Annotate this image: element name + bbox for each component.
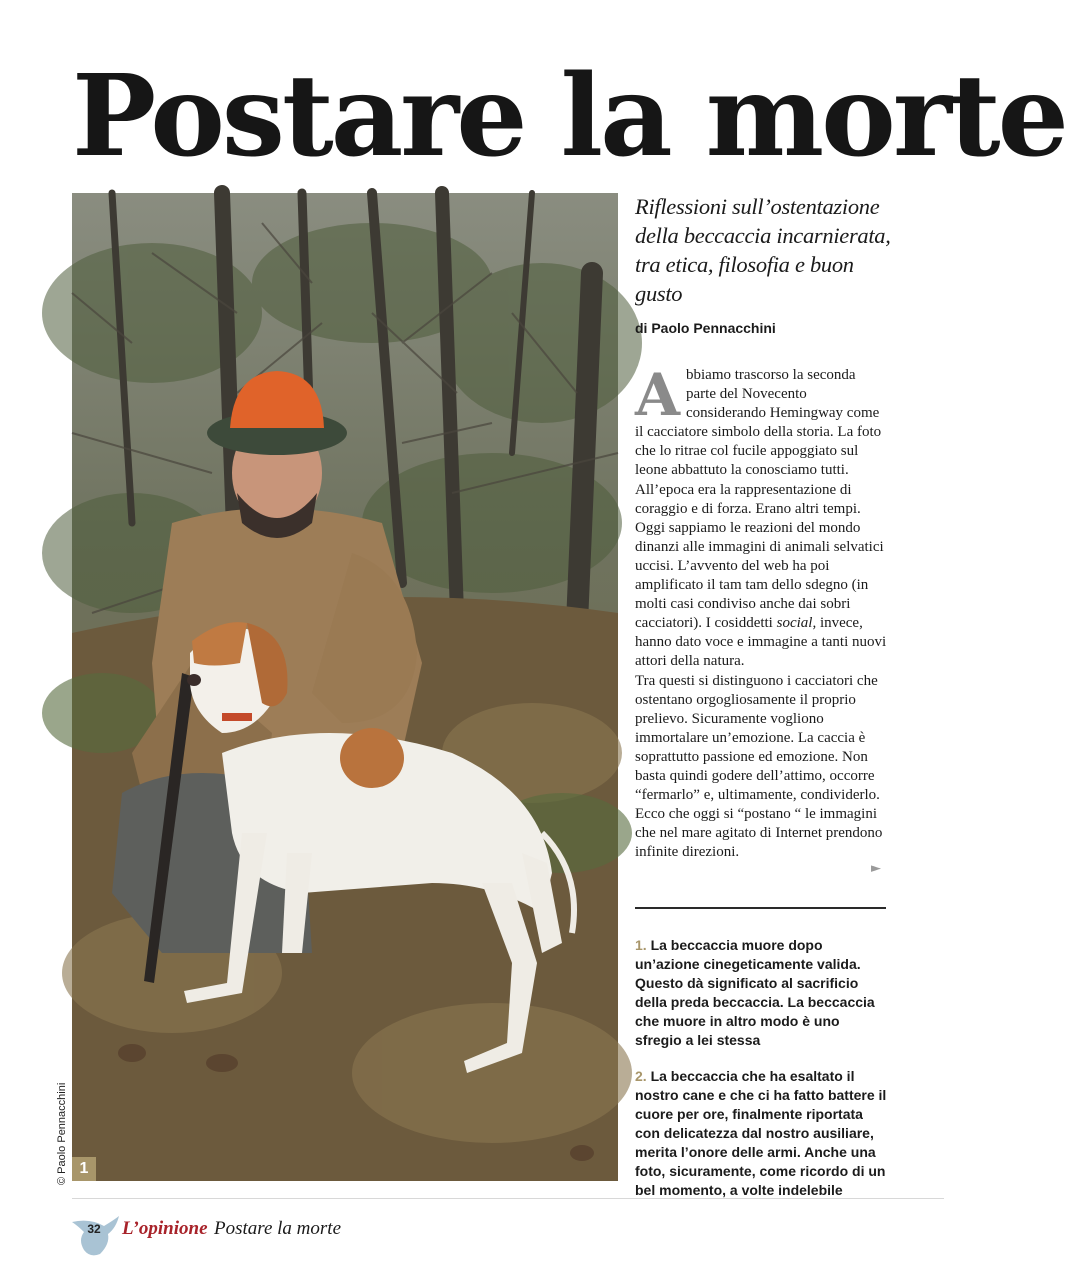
- article-subtitle: Riflessioni sull’ostentazione della beccaccia incarnierata, tra etica, filosofia e buon gusto: [635, 194, 891, 306]
- body-paragraph: Ecco che oggi si “postano “ le immagini che nel mare agitato di Internet prendono infinite direzioni.: [635, 806, 883, 861]
- point-number: 1.: [635, 937, 647, 953]
- key-point: [635, 936, 889, 1050]
- photo-number: 1: [72, 1157, 96, 1181]
- woodcock-silhouette-icon: [70, 1214, 120, 1258]
- body-text: invece, hanno dato voce e immagine a tanti nuovi attori della natura.: [635, 615, 887, 670]
- body-paragraph: Tra questi si distinguono i cacciatori che ostentano orgogliosamente il proprio prelievo. Sicuramente vogliono immortalare un’emozione. La caccia è soprattutto passione ed emozione. Non basta quindi godere dell’attimo, occorre “fermarlo” e, ultimamente, condividerlo.: [635, 672, 880, 804]
- photo-illustration: [72, 193, 618, 1181]
- drop-cap: A: [635, 361, 681, 429]
- point-number: 2.: [635, 1068, 647, 1084]
- section-name: L’opinione: [122, 1218, 208, 1239]
- continue-arrow-icon: ►: [871, 861, 881, 876]
- point-text: La beccaccia che ha esaltato il nostro cane e che ci ha fatto battere il cuore per ore, finalmente riportata con delicatezza dal nostro ausiliare, merita l’onore delle armi. Anche una foto, sicuramente, come ricordo di un bel momento, a volte indelebile: [635, 1068, 887, 1198]
- body-text: bbiamo trascorso la seconda parte del Novecento considerando Hemingway come il cacciatore simbolo della storia. La foto che lo ritrae col fucile appoggiato sul leone abbattuto la conosciamo tutti. All’epoca era la rappresentazione di coraggio e di forza. Erano altri tempi. Oggi sappiamo le reazioni del mondo dinanzi alle immagini di animali selvatici uccisi. L’avvento del web ha poi amplificato il tam tam dello sdegno (in molti casi condiviso anche dai sobri cacciatori). I cosiddetti: [635, 367, 884, 632]
- key-points: [635, 936, 889, 1217]
- article-title: Postare la morte: [72, 51, 1066, 182]
- page-number: 32: [87, 1222, 101, 1236]
- key-point: [635, 1067, 889, 1200]
- point-text: La beccaccia muore dopo un’azione cinegeticamente valida. Questo dà significato al sacrificio della preda beccaccia. La beccaccia che muore in altro modo è uno sfregio a lei stessa: [635, 937, 875, 1048]
- article-body: [635, 361, 887, 862]
- photo-credit: © Paolo Pennacchini: [56, 1082, 68, 1185]
- article-byline: di Paolo Pennacchini: [635, 320, 776, 336]
- running-title: Postare la morte: [214, 1218, 342, 1239]
- footer-divider: [72, 1198, 944, 1199]
- body-italic: social,: [776, 615, 817, 632]
- hunter-with-dog-photo: [72, 193, 618, 1181]
- divider: [635, 907, 886, 909]
- body-paragraph: [635, 361, 887, 672]
